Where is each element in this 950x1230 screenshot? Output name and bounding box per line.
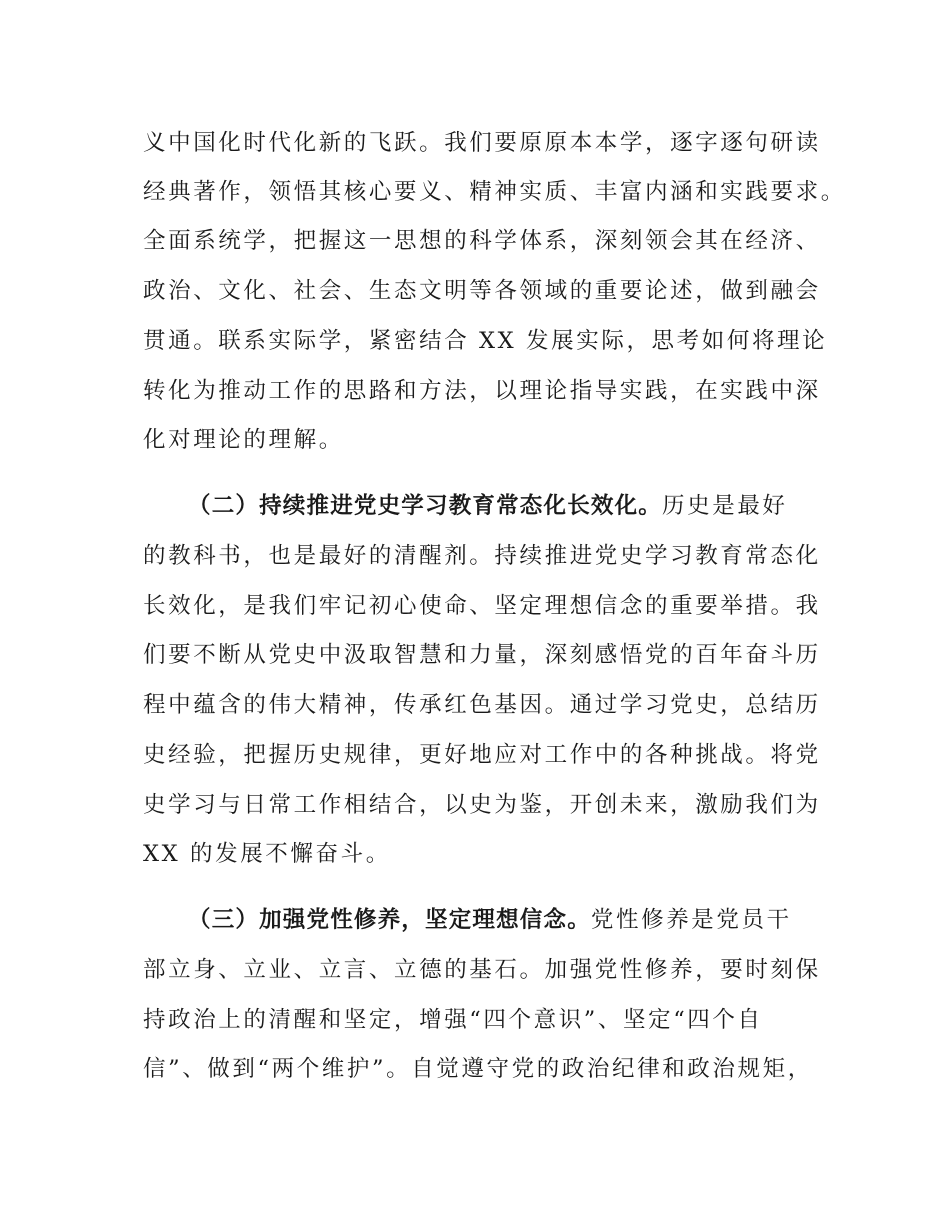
section-heading: （三）加强党性修养，坚定理想信念。 xyxy=(188,907,591,933)
paragraph-line: 程中蕴含的伟大精神，传承红色基因。通过学习党史，总结历 xyxy=(143,692,821,718)
paragraph-line: 全面系统学，把握这一思想的科学体系，深刻领会其在经济、 xyxy=(143,228,821,254)
paragraph-text: 历史是最好 xyxy=(662,493,788,519)
paragraph-line: 长效化，是我们牢记初心使命、坚定理想信念的重要举措。我 xyxy=(143,593,821,619)
paragraph-line: 转化为推动工作的思路和方法，以理论指导实践，在实践中深 xyxy=(143,378,821,404)
paragraph-line: 政治、文化、社会、生态文明等各领域的重要论述，做到融会 xyxy=(143,278,821,304)
paragraph-line: 的教科书，也是最好的清醒剂。持续推进党史学习教育常态化 xyxy=(143,543,821,569)
paragraph-line: 化对理论的理解。 xyxy=(143,427,344,453)
paragraph-line: XX 的发展不懈奋斗。 xyxy=(143,841,391,867)
paragraph-line: 史学习与日常工作相结合，以史为鉴，开创未来，激励我们为 xyxy=(143,792,821,818)
paragraph-line: 信”、做到“两个维护”。自觉遵守党的政治纪律和政治规矩， xyxy=(143,1056,813,1082)
paragraph-line: 贯通。联系实际学，紧密结合 XX 发展实际，思考如何将理论 xyxy=(143,328,828,354)
paragraph-line: 经典著作，领悟其核心要义、精神实质、丰富内涵和实践要求。 xyxy=(143,179,846,205)
paragraph-line: 史经验，把握历史规律，更好地应对工作中的各种挑战。将党 xyxy=(143,742,821,768)
paragraph-line: 们要不断从党史中汲取智慧和力量，深刻感悟党的百年奋斗历 xyxy=(143,642,821,668)
paragraph-line: 部立身、立业、立言、立德的基石。加强党性修养，要时刻保 xyxy=(143,957,821,983)
section-heading-line xyxy=(188,905,792,935)
paragraph-line: 义中国化时代化新的飞跃。我们要原原本本学，逐字逐句研读 xyxy=(143,130,821,156)
paragraph-text: 党性修养是党员干 xyxy=(590,907,792,933)
section-heading-line xyxy=(188,491,788,521)
section-heading: （二）持续推进党史学习教育常态化长效化。 xyxy=(188,493,663,519)
paragraph-line: 持政治上的清醒和坚定，增强“四个意识”、坚定“四个自 xyxy=(143,1007,763,1033)
